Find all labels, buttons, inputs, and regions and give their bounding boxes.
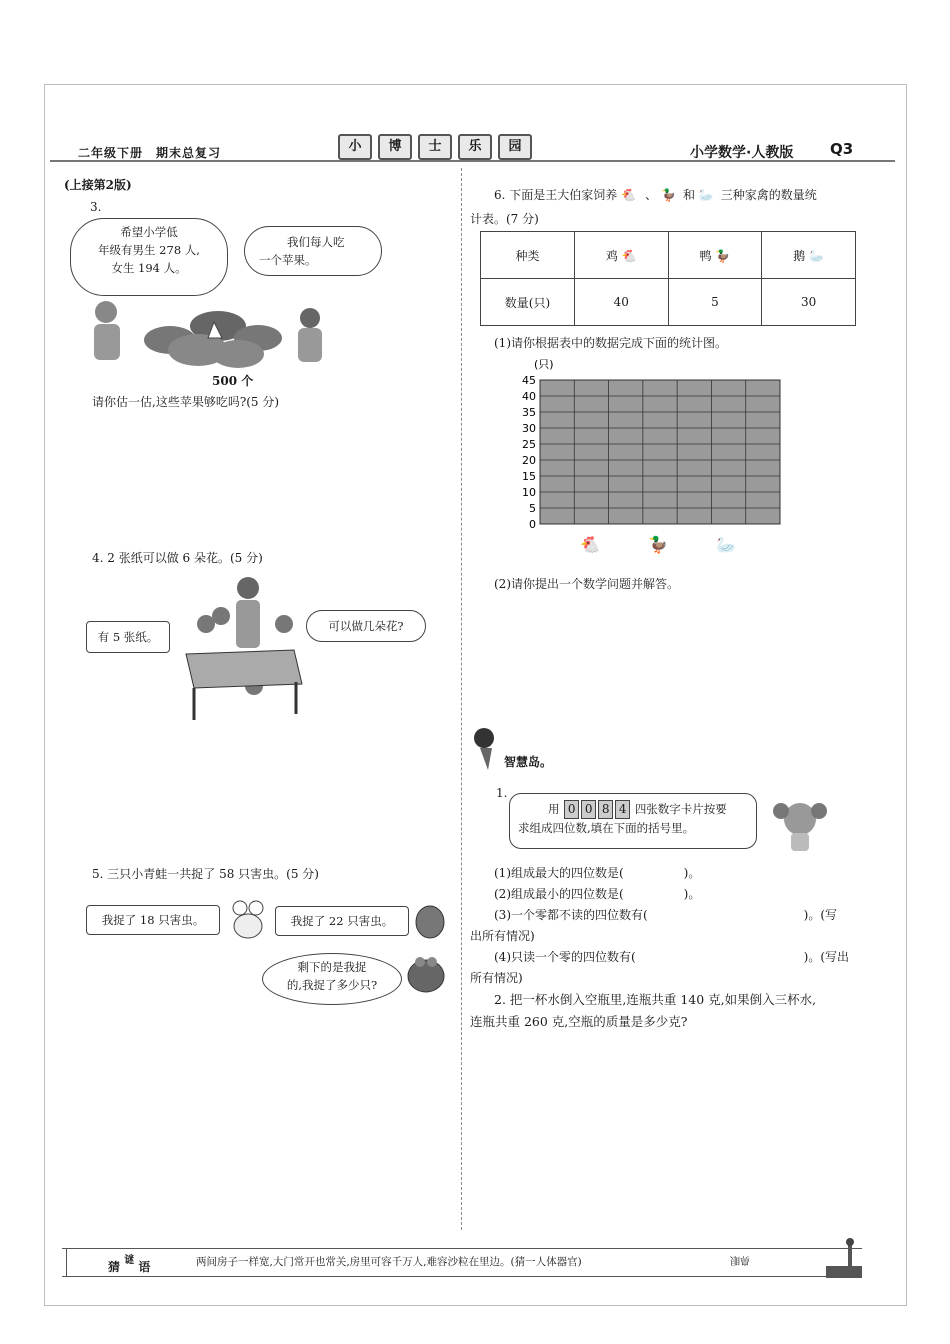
chart-y-tick-label: 5: [529, 502, 536, 515]
wisdom-q1-number: 1.: [496, 786, 508, 800]
bar-chart-grid: [490, 355, 800, 555]
digit-card: 4: [615, 800, 630, 819]
chart-y-tick-label: 15: [522, 470, 536, 483]
chart-y-tick-label: 40: [522, 390, 536, 403]
table-cell: 40: [574, 279, 668, 326]
speech-bubble: 我捉了 18 只害虫。: [86, 905, 220, 935]
chart-y-tick-label: 10: [522, 486, 536, 499]
q6-title-line1: [494, 186, 817, 203]
table-row: [481, 279, 856, 326]
speech-bubble: 我捉了 22 只害虫。: [275, 906, 409, 936]
table-row: [481, 232, 856, 279]
digit-card: 0: [581, 800, 596, 819]
girl-mascot-icon: [765, 795, 835, 853]
header-page-number: Q3: [830, 140, 854, 158]
frog-icon: [400, 950, 452, 1000]
poultry-table: [480, 231, 856, 326]
speech-bubble: 可以做几朵花?: [306, 610, 426, 642]
speech-bubble: [262, 953, 402, 1005]
bubble-line: 女生 194 人。: [111, 261, 187, 275]
duck-icon: 🦆: [715, 248, 731, 263]
banner-char: 园: [498, 134, 532, 160]
table-cell-label: 鸡: [605, 248, 618, 263]
footer-label-char: 猜: [108, 1260, 121, 1274]
pencil-mascot-icon: [470, 724, 504, 772]
q4-title: 4. 2 张纸可以做 6 朵花。(5 分): [92, 551, 263, 565]
classroom-illustration: [176, 574, 306, 724]
apple-baskets-illustration: [88, 296, 338, 376]
q6-title-part: 6. 下面是王大伯家饲养: [494, 188, 618, 202]
bubble-text: 四张数字卡片按要: [634, 802, 727, 816]
frog-icon: [412, 898, 448, 942]
bubble-line: 年级有男生 278 人,: [98, 243, 200, 257]
wisdom-item: (1)组成最大的四位数是( )。: [494, 866, 701, 880]
header-rule: [50, 160, 895, 162]
wisdom-q2-line2: 连瓶共重 260 克,空瓶的质量是多少克?: [470, 1014, 688, 1029]
banner-char: 乐: [458, 134, 492, 160]
wisdom-item: 出所有情况): [470, 929, 535, 943]
chart-y-tick-label: 30: [522, 422, 536, 435]
goose-icon: 🦢: [698, 188, 714, 202]
footer-answer: 鼻眼: [730, 1254, 750, 1265]
apples-count-label: 500 个: [212, 374, 254, 388]
table-cell-label: 鸭: [699, 248, 712, 263]
goose-icon: 🦢: [809, 248, 825, 263]
q6-title-part: 三种家禽的数量统: [720, 188, 817, 202]
speech-bubble: [509, 793, 757, 849]
giraffe-icon: [818, 1236, 874, 1280]
chart-y-tick-label: 35: [522, 406, 536, 419]
footer-bracket: [66, 1248, 67, 1276]
chicken-icon: 🐔: [621, 248, 637, 263]
footer-rule-bottom: [62, 1276, 862, 1277]
table-cell: [574, 232, 668, 279]
table-header-cell: 种类: [481, 232, 575, 279]
wisdom-item: (3)一个零都不读的四位数有( )。(写: [494, 908, 838, 922]
footer-riddle: 两间房子一样宽,大门常开也常关,房里可容千万人,难容沙粒在里边。(猜一人体器官): [196, 1256, 582, 1268]
chart-category-icon: 🦢: [716, 535, 736, 554]
table-cell: 30: [762, 279, 856, 326]
chart-y-tick-label: 25: [522, 438, 536, 451]
duck-icon: 🦆: [660, 188, 676, 202]
bubble-line: 剩下的是我捉: [297, 960, 367, 974]
q5-title: 5. 三只小青蛙一共捉了 58 只害虫。(5 分): [92, 867, 319, 881]
continue-note: (上接第2版): [64, 178, 132, 192]
bubble-line: 求组成四位数,填在下面的括号里。: [518, 821, 695, 835]
header-subject: 小学数学·人教版: [690, 145, 794, 161]
chart-category-icon: 🦆: [648, 535, 668, 554]
chart-y-axis-label: (只): [534, 358, 554, 371]
q6-title-line2: 计表。(7 分): [470, 212, 539, 226]
banner-char: 小: [338, 134, 372, 160]
table-cell-label: 鹅: [793, 248, 806, 263]
chart-plot-area: [540, 380, 780, 524]
footer-label-char: 语: [138, 1260, 151, 1274]
q6-sub1: (1)请你根据表中的数据完成下面的统计图。: [494, 336, 727, 350]
table-cell: 5: [668, 279, 762, 326]
q6-sub2: (2)请你提出一个数学问题并解答。: [494, 577, 679, 591]
q3-number: 3.: [90, 200, 102, 214]
footer-label-char: 谜: [124, 1255, 135, 1266]
column-divider: [461, 168, 462, 1230]
chart-category-icon: 🐔: [580, 535, 600, 554]
footer-rule-top: [62, 1248, 862, 1249]
speech-bubble: [70, 218, 228, 296]
banner-char: 博: [378, 134, 412, 160]
q3-question: 请你估一估,这些苹果够吃吗?(5 分): [92, 395, 280, 409]
bubble-text: 用: [548, 802, 560, 816]
header-grade: 二年级下册 期末总复习: [78, 146, 222, 160]
bubble-line: [518, 800, 748, 819]
speech-bubble: [244, 226, 382, 276]
frog-icon: [228, 898, 268, 942]
q6-title-part: 、: [645, 188, 658, 202]
wisdom-item: 所有情况): [470, 971, 523, 985]
digit-card: 8: [598, 800, 613, 819]
bubble-line: 我们每人吃: [287, 235, 345, 249]
chart-y-tick-label: 20: [522, 454, 536, 467]
wisdom-item: (2)组成最小的四位数是( )。: [494, 887, 701, 901]
bubble-line: 希望小学低: [120, 225, 178, 239]
wisdom-item: (4)只读一个零的四位数有( )。(写出: [494, 950, 850, 964]
bubble-line: 一个苹果。: [259, 253, 317, 267]
q6-title-part: 和: [682, 188, 695, 202]
table-header-cell: 数量(只): [481, 279, 575, 326]
table-cell: [668, 232, 762, 279]
wisdom-title: 智慧岛。: [504, 755, 553, 769]
chicken-icon: 🐔: [621, 188, 637, 202]
wisdom-q2-line1: 2. 把一杯水倒入空瓶里,连瓶共重 140 克,如果倒入三杯水,: [494, 992, 817, 1007]
chart-y-tick-label: 45: [522, 374, 536, 387]
speech-bubble: 有 5 张纸。: [86, 621, 170, 653]
bubble-line: 的,我捉了多少只?: [286, 978, 378, 992]
banner-char: 士: [418, 134, 452, 160]
header-banner: [338, 134, 532, 160]
footer-label: [108, 1255, 151, 1275]
digit-card: 0: [564, 800, 579, 819]
table-cell: [762, 232, 856, 279]
chart-y-tick-label: 0: [529, 518, 536, 531]
